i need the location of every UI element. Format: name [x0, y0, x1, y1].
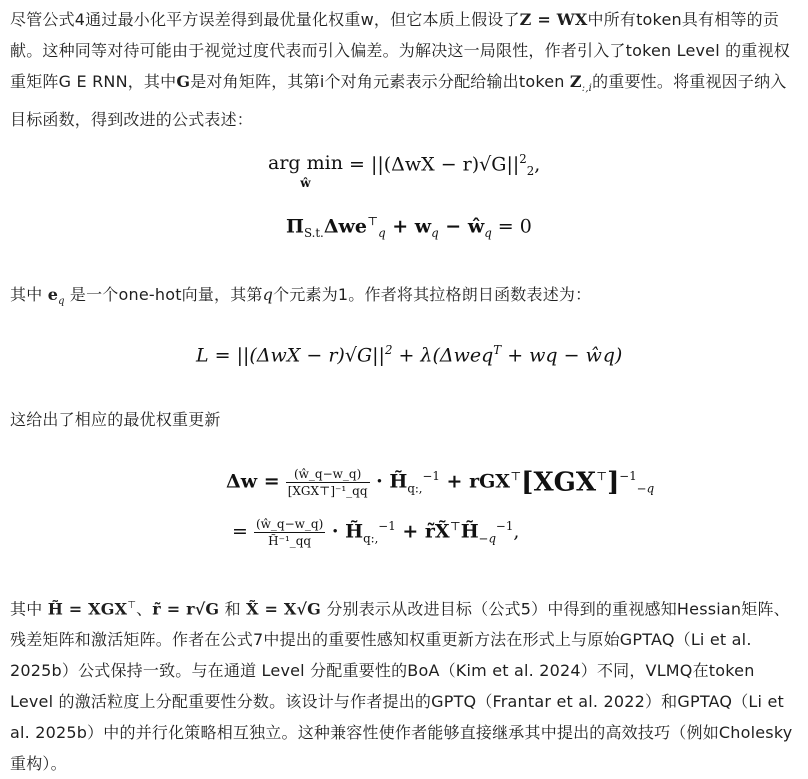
text: 其中: [10, 599, 48, 619]
bracket2: ]: [607, 467, 620, 498]
math-z: Z: [569, 72, 582, 91]
math-z-subscript: :,i: [581, 83, 593, 95]
qsub: q: [378, 226, 386, 241]
math-z-eq-wx: Z = WX: [519, 10, 588, 29]
sup: ⊤: [510, 469, 522, 484]
objective-rhs: = ||(ΔwX − r)√G||: [349, 153, 520, 176]
tail: ,: [534, 153, 541, 176]
equation-objective: [268, 152, 540, 196]
bracket: [XGX: [521, 467, 596, 498]
body: Δwe: [323, 215, 367, 238]
equation-update-1: Δw = $\frac{(ŵ\_q-w\_q)}{\text{[XGX⊤]⁻¹\_qq}}$ · $H̃_{q:,}^{-1} + rGX^⊤[XGX^⊤]^{-1}_{-q}$: [226, 467, 655, 498]
text: 这给出了相应的最优权重更新: [10, 410, 221, 429]
text: 个元素为1。作者将其拉格朗日函数表述为：: [273, 285, 592, 304]
paragraph-update: [10, 404, 802, 435]
sup: −1: [496, 519, 514, 534]
sup: ⊤: [367, 214, 379, 228]
sup: −1: [378, 519, 396, 534]
sup: 2: [384, 343, 393, 357]
math-g: G: [176, 72, 191, 91]
fraction: [286, 466, 370, 499]
sub: −q: [478, 531, 497, 546]
text: 是一个one-hot向量，其第: [64, 285, 263, 304]
equation-constraint: $\Pi_{S.t.}\Delta we^⊤_q + w_q$ − $ŵ_q = 0$: [286, 214, 532, 241]
sup: −1: [422, 469, 440, 484]
equation-update-2: [232, 516, 519, 549]
text: 、: [136, 599, 153, 619]
plus: + r̃X̃: [395, 520, 450, 543]
text: 的重要性。将重视因子纳入目标函数，得到改进的公式表述：: [10, 72, 787, 130]
lhs: Δw =: [226, 470, 280, 493]
math-hessian: H̃ = XGX: [47, 599, 128, 619]
paragraph-explanation: [10, 590, 802, 779]
text: 和: [219, 599, 247, 619]
numerator: (ŵ_q−w_q): [286, 466, 370, 483]
argmin-label: arg min: [268, 152, 343, 174]
sup: 2: [519, 152, 527, 166]
sub: 2: [526, 164, 535, 179]
sub: −q: [636, 481, 655, 496]
sup: ⊤: [449, 519, 461, 534]
sup: −1: [619, 469, 637, 484]
sup: ⊤: [127, 600, 137, 611]
text: 尽管公式4通过最小化平方误差得到最优量化权重w，但它本质上假设了: [10, 10, 520, 29]
denominator: H̃⁻¹_qq: [268, 534, 312, 548]
sub: q: [58, 296, 65, 308]
math-e: e: [47, 285, 59, 304]
rest2: − ŵ: [438, 215, 485, 238]
mid: · H̃: [369, 470, 408, 493]
pi: Π: [286, 215, 304, 238]
lagrangian-main: L = ||(ΔwX − r)√G||: [196, 344, 385, 367]
text: 其中: [10, 285, 48, 304]
denominator: [XGX⊤]⁻¹_qq: [287, 484, 368, 498]
sub: q:,: [407, 481, 423, 496]
sub: q:,: [363, 531, 379, 546]
sup: T: [493, 343, 502, 357]
plus: + rGX: [439, 470, 511, 493]
text: 分别表示从改进目标（公式5）中得到的重视感知Hessian矩阵、残差矩阵和激活矩阵。作者在公式7中提出的重要性感知权重更新方法在形式上与原始GPTAQ（Li et al. 2025b）公式保持一致。与在通道 Level 分配重要性的BoA（Kim et al. 2024）不同，VLMQ在token Level 的激活粒度上分配重要性分数。该设计与作者提出的GPTQ（Frantar et al. 2022）和GPTAQ（Li et al. 2025b）中的并行化策略相互独立。这种兼容性使作者能够直接继承其中提出的高效技巧（例如Cholesky重构）。: [10, 599, 793, 774]
lhs: =: [232, 520, 248, 543]
paragraph-intro: [10, 4, 802, 135]
end: = 0: [491, 215, 532, 238]
numerator: (ŵ_q−w_q): [255, 517, 324, 531]
text: 是对角矩阵，其第i个对角元素表示分配给输出token: [190, 72, 570, 91]
pi-sub: S.t.: [303, 226, 324, 241]
math-residual: r̃ = r√G: [152, 599, 220, 619]
fraction: [254, 516, 325, 549]
math-activation: X̃ = X√G: [246, 599, 322, 619]
argmin: [268, 152, 343, 196]
equation-lagrangian: [196, 343, 622, 366]
text: 中所有token具有相等的贡献。这种同等对待可能由于视觉过度代表而引入偏差。为解决这一局限性，作者引入了token Level 的重视权重矩阵G E RNN，其中: [10, 10, 790, 91]
argmin-sub: ŵ: [300, 176, 311, 190]
lagrangian-mid: + λ(Δweq: [392, 344, 494, 367]
lagrangian-end: + wq − ŵq): [501, 344, 623, 367]
h: H̃: [460, 520, 479, 543]
paragraph-onehot: [10, 279, 802, 317]
mid: · H̃: [325, 520, 364, 543]
end: ,: [513, 520, 520, 543]
rest: + w: [385, 215, 432, 238]
math-q: q: [262, 285, 274, 304]
